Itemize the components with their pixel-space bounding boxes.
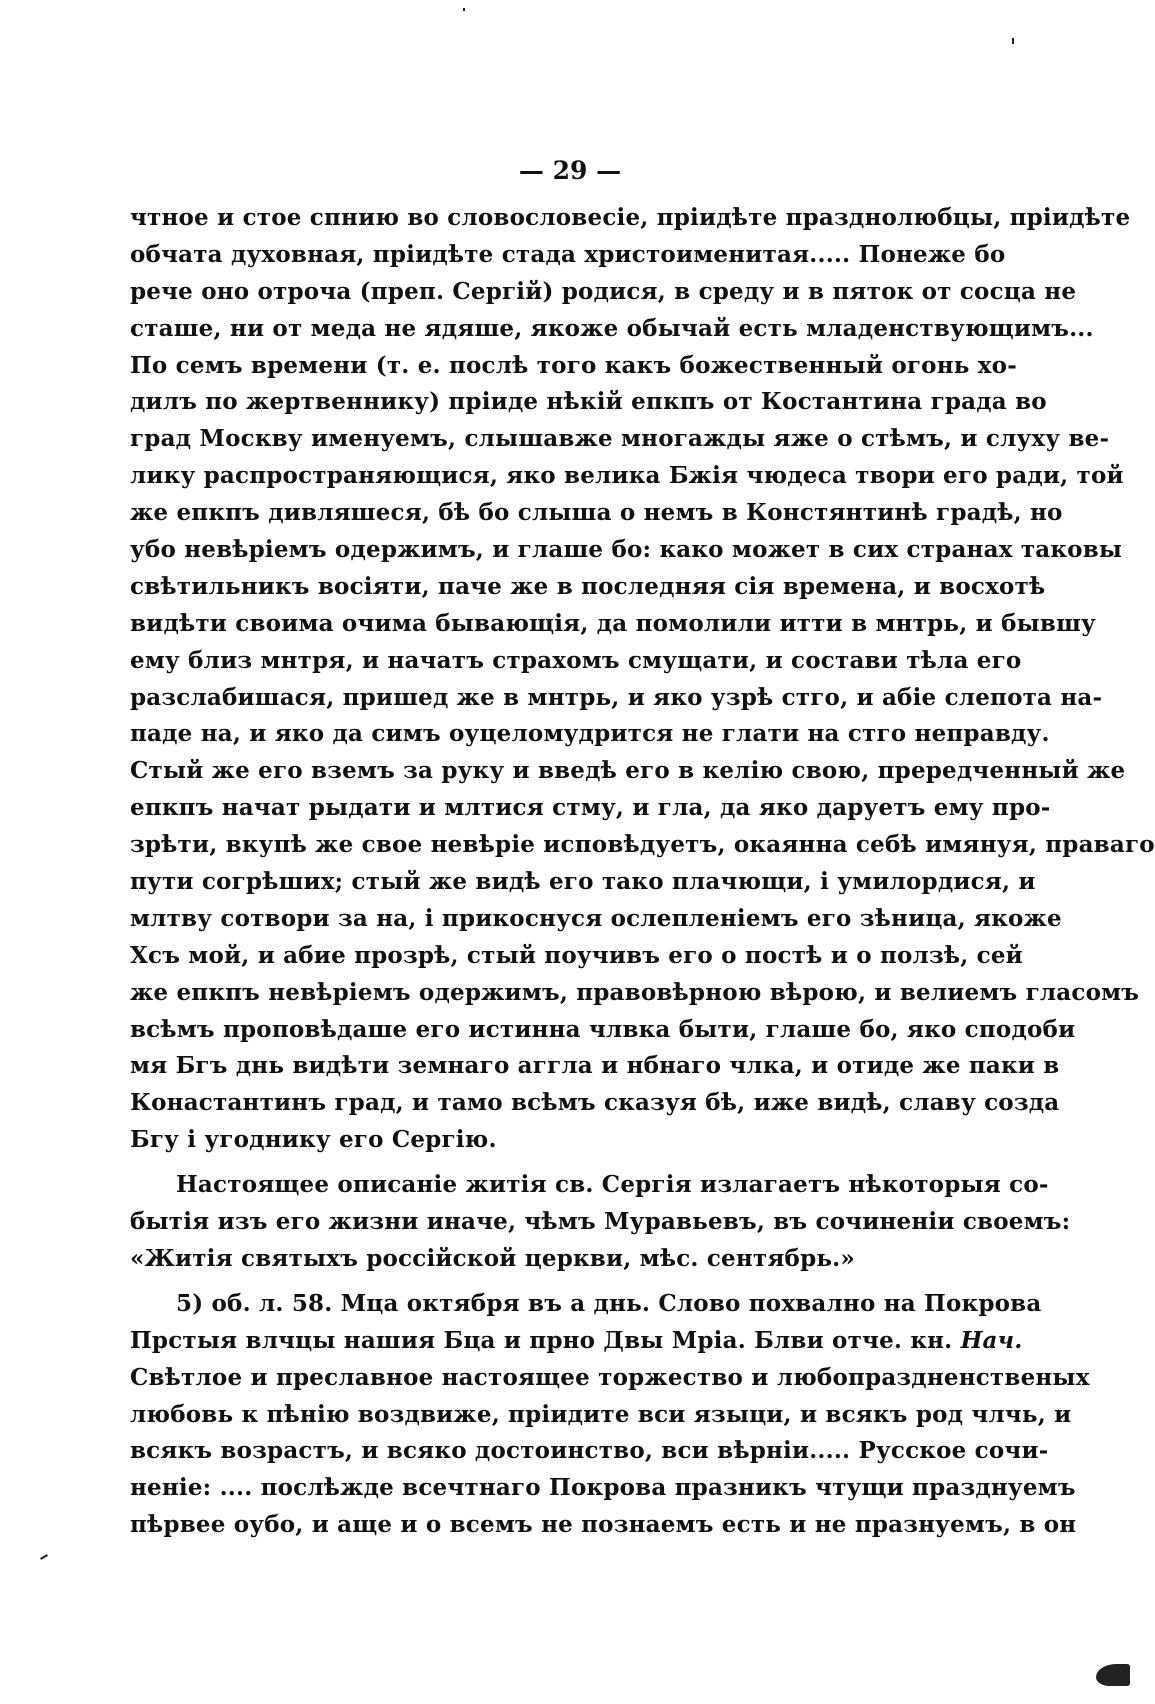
text-line: Бгу і угоднику его Сергію.: [130, 1126, 497, 1154]
text-line: ему близ мнтря, и начатъ страхомъ смущати, и состави тѣла его: [130, 646, 1022, 674]
text-line: рече оно отроча (преп. Сергій) родися, в среду и в пяток от сосца не: [130, 277, 1077, 305]
paragraph-commentary: [130, 1167, 1071, 1278]
text-line: Хсъ мой, и абие прозрѣ, стый поучивъ его о постѣ и о ползѣ, сей: [130, 941, 1023, 969]
scan-speck: [1012, 38, 1014, 44]
text-line: разслабишася, пришед же в мнтрь, и яко узрѣ стго, и абіе слепота на-: [130, 683, 1103, 711]
text-line: всѣмъ проповѣдаше его истинна члвка быти, глаше бо, яко сподоби: [130, 1015, 1076, 1043]
text-line: мя Бгъ днь видѣти земнаго аггла и нбнаго члка, и отиде же паки в: [130, 1052, 1060, 1080]
text-line: Свѣтлое и преславное настоящее торжество и любопраздненственых: [130, 1363, 1090, 1391]
text-line: сташе, ни от меда не ядяше, якоже обычай есть младенствующимъ...: [130, 314, 1094, 342]
text-line: млтву сотвори за на, і прикоснуся ослепленіемъ его зѣница, якоже: [130, 904, 1062, 932]
text-line: лику распространяющися, яко велика Бжія чюдеса твори его ради, той: [130, 462, 1124, 490]
text-line: убо невѣріемъ одержимъ, и глаше бо: како может в сих странах таковы: [130, 536, 1123, 564]
text-line: паде на, и яко да симъ оуцеломудрится не глати на стго неправду.: [130, 720, 1050, 748]
text-line: 5) об. л. 58. Мца октября въ а днь. Слово похвално на Покрова: [176, 1289, 1042, 1317]
text-line: По семъ времени (т. е. послѣ того какъ божественный огонь хо-: [130, 351, 1017, 379]
text-line: бытія изъ его жизни иначе, чѣмъ Муравьевъ, въ сочиненіи своемъ:: [130, 1208, 1071, 1236]
text-line: всякъ возрастъ, и всяко достоинство, вси вѣрніи..... Русское сочи-: [130, 1437, 1049, 1465]
text-line: пути согрѣших; стый же видѣ его тако плачющи, і умилордися, и: [130, 868, 1036, 896]
text-line: Настоящее описаніе житія св. Сергія излагаетъ нѣкоторыя со-: [176, 1171, 1049, 1199]
scan-blot: [1096, 1664, 1130, 1686]
text-line: дилъ по жертвеннику) пріиде нѣкій епкпъ от Костантина града во: [130, 388, 1047, 416]
text-line: любовь к пѣнію воздвиже, пріидите вси языци, и всякъ род члчь, и: [130, 1400, 1072, 1428]
page-body: [130, 200, 1155, 1544]
text-line: чтное и стое спнию во словословесіе, пріидѣте празднолюбцы, пріидѣте: [130, 204, 1131, 231]
text-line: же епкпъ дивляшеся, бѣ бо слыша о немъ в Констянтинѣ градѣ, но: [130, 499, 1063, 527]
scan-speck: [463, 8, 465, 11]
text-line: Прстыя влчцы нашия Бца и прно Двы Мріа. Блви отче. кн. Нач.: [130, 1326, 1023, 1354]
text-line: епкпъ начат рыдати и млтися стму, и гла, да яко даруетъ ему про-: [130, 794, 1051, 822]
paragraph-item-5: [130, 1286, 1090, 1544]
text-line: же епкпъ невѣріемъ одержимъ, правовѣрною вѣрою, и велиемъ гласомъ: [130, 978, 1140, 1006]
text-line: зрѣти, вкупѣ же свое невѣріе исповѣдуетъ, окаянна себѣ имянуя, праваго: [130, 831, 1155, 859]
text-line: Стый же его вземъ за руку и введѣ его в келію свою, прередченный же: [130, 757, 1126, 785]
text-line: Конастантинъ град, и тамо всѣмъ сказуя бѣ, иже видѣ, славу созда: [130, 1089, 1060, 1117]
text-line: «Житія святыхъ россійской церкви, мѣс. сентябрь.»: [130, 1244, 855, 1272]
page-number: — 29 —: [518, 156, 622, 185]
text-line: обчата духовная, пріидѣте стада христоименитая..... Понеже бо: [130, 240, 1006, 268]
text-line: град Москву именуемъ, слышавже многажды яже о стѣмъ, и слуху ве-: [130, 425, 1110, 453]
text-line: свѣтильникъ восіяти, паче же в последняя сія времена, и восхотѣ: [130, 572, 1046, 600]
text-line: пѣрвее оубо, и аще и о всемъ не познаемъ есть и не празнуемъ, в он: [130, 1511, 1077, 1539]
text-line: неніе: .... послѣжде всечтнаго Покрова празникъ чтущи празднуемъ: [130, 1474, 1076, 1502]
paragraph-church-slavonic-quote: [130, 200, 1155, 1159]
italic-marker: Нач.: [960, 1326, 1023, 1354]
scan-speck: [40, 1554, 48, 1560]
text-line: видѣти своима очима бывающія, да помолили итти в мнтрь, и бывшу: [130, 609, 1096, 637]
